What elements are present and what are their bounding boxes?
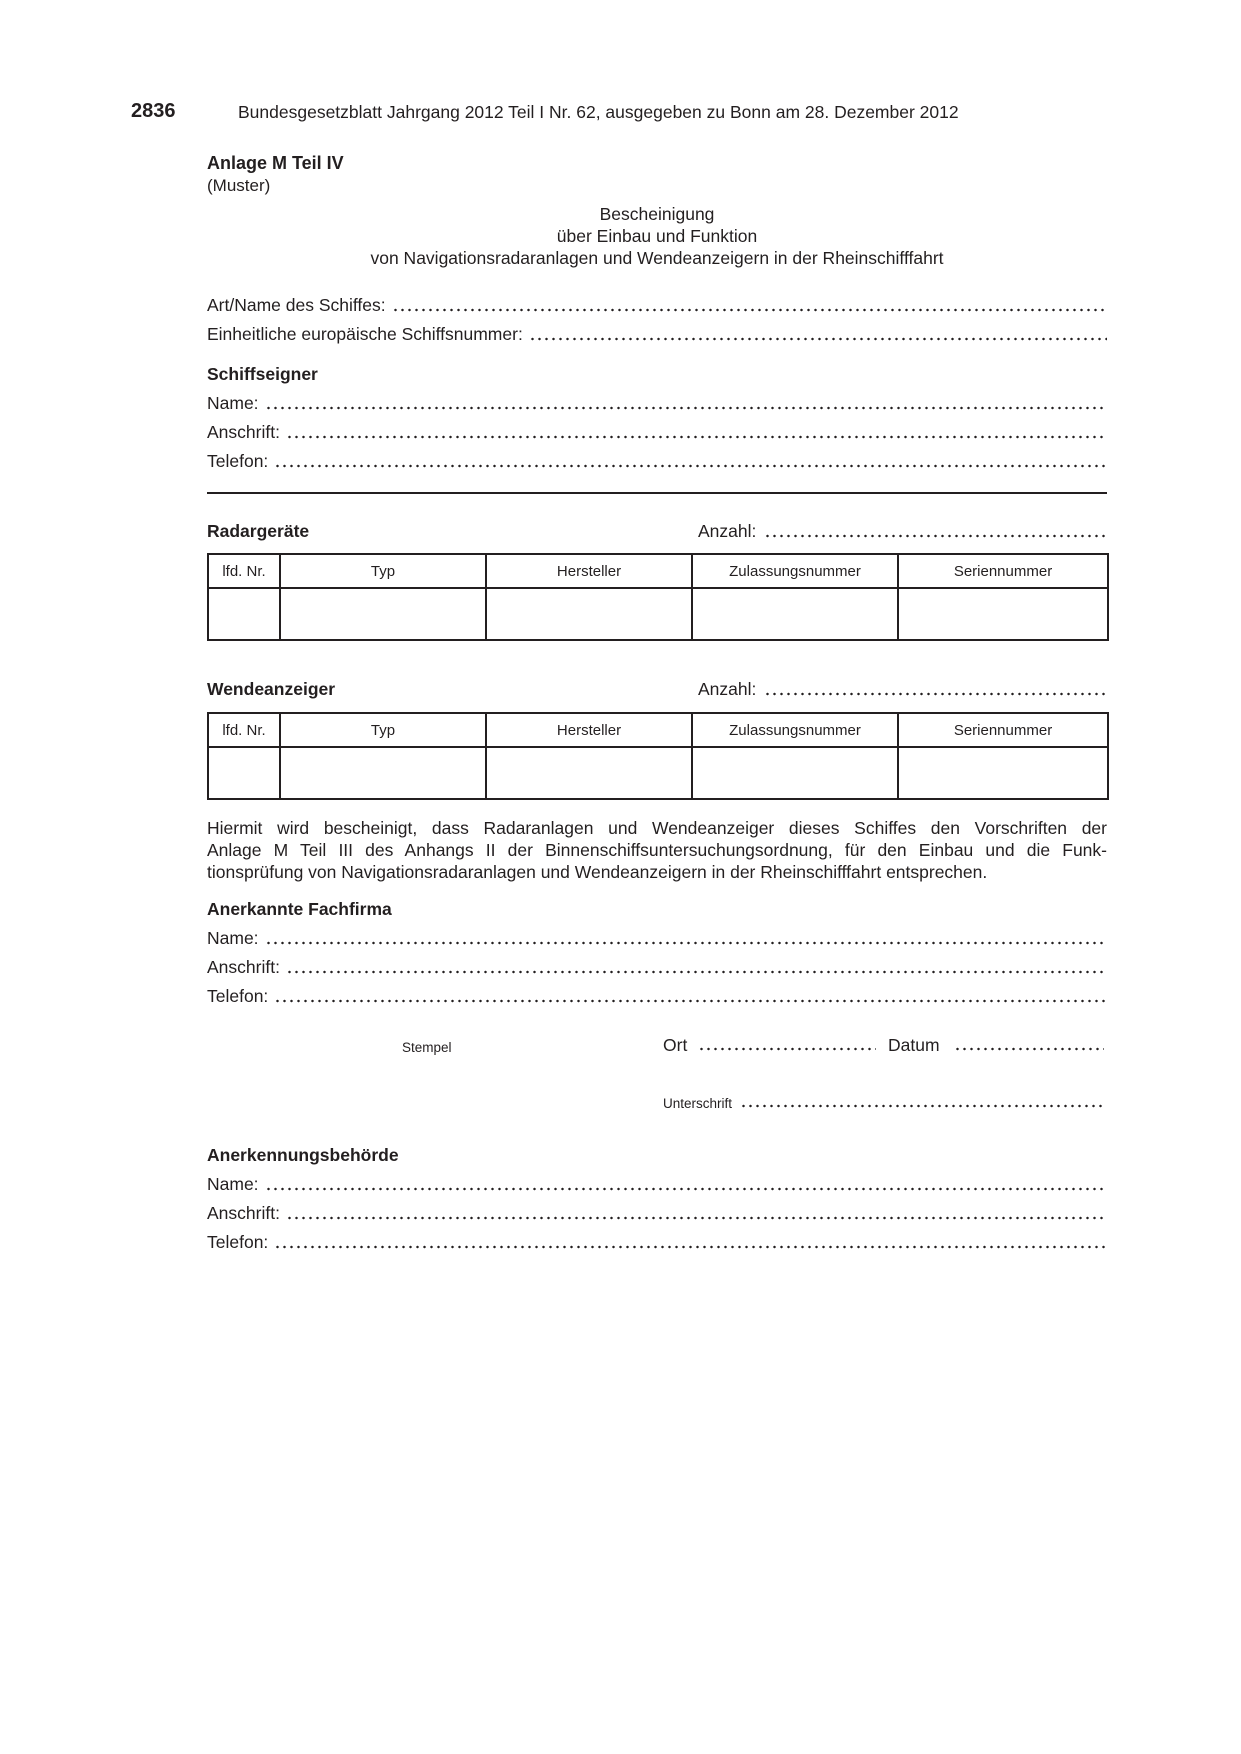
dotted-fill-line [274, 1245, 1107, 1249]
rot-indicator-heading: Wendeanzeiger [207, 679, 336, 699]
rot-indicator-count-label: Anzahl: [698, 679, 757, 699]
radar-count-label: Anzahl: [698, 521, 757, 541]
firm-address-label: Anschrift: [207, 957, 280, 977]
authority-heading: Anerkennungsbehörde [207, 1145, 399, 1165]
table-cell[interactable] [208, 588, 280, 640]
table-row [208, 747, 1108, 799]
column-header: lfd. Nr. [208, 554, 280, 588]
authority-address-label: Anschrift: [207, 1203, 280, 1223]
table-cell[interactable] [486, 588, 692, 640]
dotted-fill-line [529, 337, 1107, 341]
document-title-line-3: von Navigationsradaranlagen und Wendeanzeigern in der Rheinschifffahrt [370, 248, 944, 268]
column-header: Seriennummer [898, 554, 1108, 588]
radar-count-field[interactable] [698, 521, 1107, 543]
paragraph-line: tionsprüfung von Navigationsradaranlagen und Wendeanzeigern in der Rheinschifffahrt entsprechen. [207, 862, 988, 882]
owner-phone-label: Telefon: [207, 451, 269, 471]
document-title-line-2: über Einbau und Funktion [556, 226, 758, 246]
dotted-fill-line [286, 435, 1107, 439]
dotted-fill-line [274, 999, 1107, 1003]
rot-indicator-count-field[interactable] [698, 679, 1107, 701]
annex-title: Anlage M Teil IV [207, 153, 344, 173]
column-header: Typ [280, 554, 486, 588]
dotted-fill-line [265, 1187, 1107, 1191]
date-label: Datum [888, 1035, 940, 1055]
owner-name-field[interactable] [207, 393, 1107, 415]
running-header: Bundesgesetzblatt Jahrgang 2012 Teil I Nr. 62, ausgegeben zu Bonn am 28. Dezember 2012 [238, 102, 959, 122]
dotted-fill-line [392, 308, 1107, 312]
owner-heading: Schiffseigner [207, 364, 318, 384]
table-cell[interactable] [692, 747, 898, 799]
table-cell[interactable] [208, 747, 280, 799]
column-header: lfd. Nr. [208, 713, 280, 747]
rot-indicator-table [207, 712, 1109, 800]
table-row [208, 588, 1108, 640]
vessel-eni-field[interactable] [207, 324, 1107, 346]
document-title-line-1: Bescheinigung [599, 204, 715, 224]
paragraph-line: Anlage M Teil III des Anhangs II der Binnenschiffsuntersuchungsordnung, für den Einbau und die Funk- [207, 840, 1107, 860]
firm-phone-field[interactable] [207, 986, 1107, 1008]
authority-phone-field[interactable] [207, 1232, 1107, 1254]
table-cell[interactable] [280, 588, 486, 640]
authority-phone-label: Telefon: [207, 1232, 269, 1252]
table-cell[interactable] [486, 747, 692, 799]
authority-address-field[interactable] [207, 1203, 1107, 1225]
authority-name-label: Name: [207, 1174, 259, 1194]
owner-phone-field[interactable] [207, 451, 1107, 473]
firm-name-label: Name: [207, 928, 259, 948]
column-header: Zulassungsnummer [692, 554, 898, 588]
dotted-fill-line [286, 970, 1107, 974]
table-header-row [208, 713, 1108, 747]
vessel-name-label: Art/Name des Schiffes: [207, 295, 386, 315]
column-header: Seriennummer [898, 713, 1108, 747]
column-header: Typ [280, 713, 486, 747]
table-header-row [208, 554, 1108, 588]
table-cell[interactable] [692, 588, 898, 640]
certification-paragraph [207, 817, 1107, 883]
dotted-fill-line [265, 406, 1107, 410]
owner-address-field[interactable] [207, 422, 1107, 444]
owner-address-label: Anschrift: [207, 422, 280, 442]
radar-heading: Radargeräte [207, 521, 310, 541]
place-field[interactable] [663, 1035, 876, 1056]
firm-name-field[interactable] [207, 928, 1107, 950]
stamp-label: Stempel [402, 1040, 452, 1055]
place-label: Ort [663, 1035, 688, 1055]
column-header: Hersteller [486, 554, 692, 588]
paragraph-line: Hiermit wird bescheinigt, dass Radaranlagen und Wendeanzeiger dieses Schiffes den Vorschriften der [207, 818, 1107, 838]
table-cell[interactable] [898, 588, 1108, 640]
signature-label: Unterschrift [663, 1096, 733, 1111]
radar-device-table [207, 553, 1109, 641]
page-number: 2836 [131, 100, 176, 122]
dotted-fill-line [764, 692, 1107, 696]
column-header: Hersteller [486, 713, 692, 747]
table-cell[interactable] [898, 747, 1108, 799]
owner-name-label: Name: [207, 393, 259, 413]
annex-subtitle: (Muster) [207, 176, 271, 195]
dotted-fill-line [698, 1047, 876, 1051]
dotted-fill-line [274, 464, 1107, 468]
authority-name-field[interactable] [207, 1174, 1107, 1196]
signature-field[interactable] [663, 1096, 1102, 1111]
table-cell[interactable] [280, 747, 486, 799]
dotted-fill-line [286, 1216, 1107, 1220]
dotted-fill-line [764, 534, 1107, 538]
vessel-eni-label: Einheitliche europäische Schiffsnummer: [207, 324, 523, 344]
firm-phone-label: Telefon: [207, 986, 269, 1006]
dotted-fill-line [740, 1104, 1102, 1108]
firm-heading: Anerkannte Fachfirma [207, 899, 392, 919]
section-divider [207, 492, 1107, 494]
dotted-fill-line [265, 941, 1107, 945]
column-header: Zulassungsnummer [692, 713, 898, 747]
date-field[interactable] [888, 1035, 1104, 1056]
dotted-fill-line [954, 1047, 1104, 1051]
firm-address-field[interactable] [207, 957, 1107, 979]
vessel-name-field[interactable] [207, 295, 1107, 317]
